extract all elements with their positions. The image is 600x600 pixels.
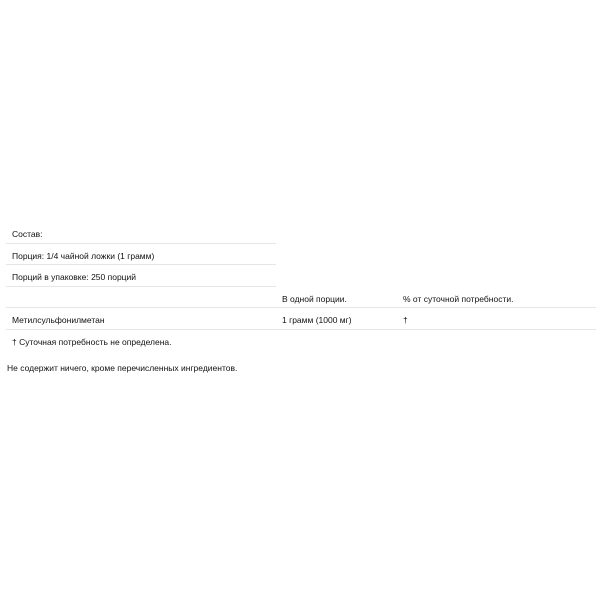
ingredient-daily-value: † <box>403 315 408 325</box>
ingredient-row <box>6 308 596 330</box>
serving-size: Порция: 1/4 чайной ложки (1 грамм) <box>12 250 155 261</box>
servings-per-container: Порций в упаковке: 250 порций <box>12 272 137 282</box>
daily-value-footnote: † Суточная потребность не определена. <box>12 336 172 347</box>
ingredient-amount: 1 грамм (1000 мг) <box>282 315 352 325</box>
facts-title-row <box>6 222 276 244</box>
column-header-row <box>6 287 596 309</box>
supplement-facts-table <box>6 222 596 351</box>
ingredient-name: Метилсульфонилметан <box>12 315 105 325</box>
facts-title: Состав: <box>12 229 43 239</box>
daily-value-header: % от суточной потребности. <box>403 293 514 304</box>
servings-per-container-row <box>6 265 276 287</box>
serving-size-row <box>6 244 276 266</box>
footnote-row <box>6 330 596 352</box>
ingredients-disclaimer: Не содержит ничего, кроме перечисленных ингредиентов. <box>7 363 238 373</box>
amount-per-serving-header: В одной порции. <box>282 293 347 304</box>
